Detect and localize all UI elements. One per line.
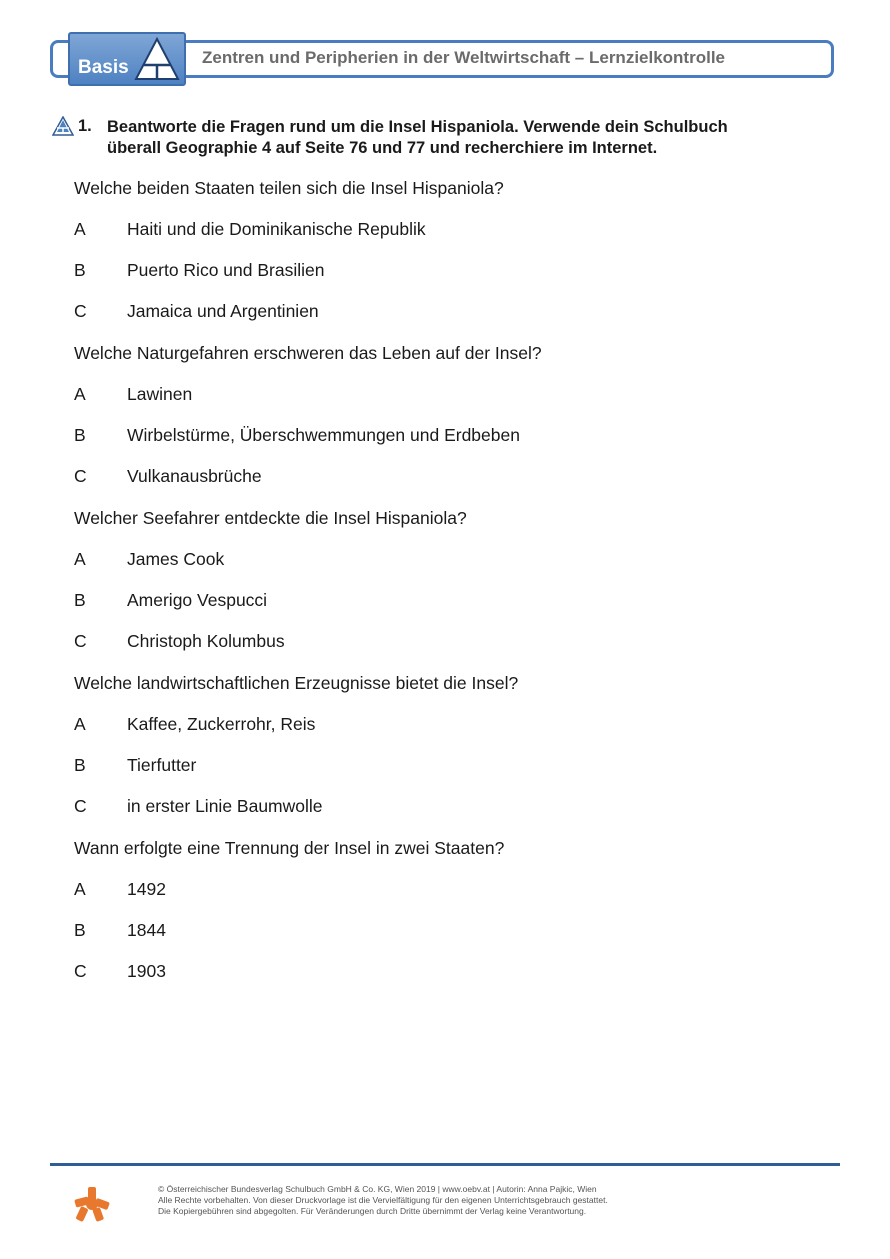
option-letter: A xyxy=(74,714,86,734)
option-text[interactable]: 1492 xyxy=(127,879,166,899)
option-letter: A xyxy=(74,549,86,569)
option-text[interactable]: Puerto Rico und Brasilien xyxy=(127,260,325,280)
option-text[interactable]: Wirbelstürme, Überschwemmungen und Erdbeben xyxy=(127,425,520,445)
task-instruction-line: überall Geographie 4 auf Seite 76 und 77 und recherchiere im Internet. xyxy=(107,139,658,157)
option-letter: C xyxy=(74,631,87,651)
option-text[interactable]: Amerigo Vespucci xyxy=(127,590,268,610)
option-text[interactable]: in erster Linie Baumwolle xyxy=(127,796,323,816)
footer-line: Alle Rechte vorbehalten. Von dieser Druckvorlage ist die Vervielfältigung für den eigenen Unterrichtsgebrauch gestattet. xyxy=(158,1195,608,1205)
option-letter: C xyxy=(74,301,87,321)
option-text[interactable]: Haiti und die Dominikanische Republik xyxy=(127,219,426,239)
footer-line: © Österreichischer Bundesverlag Schulbuch GmbH & Co. KG, Wien 2019 | www.oebv.at | Autorin: Anna Pajkic, Wien xyxy=(158,1184,597,1194)
page-title: Zentren und Peripherien in der Weltwirtschaft – Lernzielkontrolle xyxy=(202,48,725,67)
option-letter: C xyxy=(74,961,87,981)
option-letter: B xyxy=(74,755,86,775)
option-text[interactable]: James Cook xyxy=(127,549,225,569)
option-letter: C xyxy=(74,466,87,486)
question-text: Welche Naturgefahren erschweren das Leben auf der Insel? xyxy=(74,343,542,363)
option-letter: B xyxy=(74,425,86,445)
option-letter: A xyxy=(74,384,86,404)
option-text[interactable]: Kaffee, Zuckerrohr, Reis xyxy=(127,714,316,734)
option-letter: C xyxy=(74,796,87,816)
option-text[interactable]: 1903 xyxy=(127,961,166,981)
option-letter: B xyxy=(74,260,86,280)
question-text: Welche landwirtschaftlichen Erzeugnisse bietet die Insel? xyxy=(74,673,519,693)
task-instruction-line: Beantworte die Fragen rund um die Insel Hispaniola. Verwende dein Schulbuch xyxy=(107,118,728,136)
option-letter: B xyxy=(74,920,86,940)
question-text: Wann erfolgte eine Trennung der Insel in zwei Staaten? xyxy=(74,838,505,858)
option-text[interactable]: 1844 xyxy=(127,920,166,940)
option-text[interactable]: Tierfutter xyxy=(127,755,197,775)
level-triangle-icon xyxy=(134,37,180,81)
footer-copyright xyxy=(158,1184,608,1217)
option-letter: A xyxy=(74,219,86,239)
task-instruction xyxy=(107,117,827,159)
basis-badge xyxy=(68,32,186,86)
basis-label: Basis xyxy=(78,57,129,78)
question-text: Welche beiden Staaten teilen sich die Insel Hispaniola? xyxy=(74,178,504,198)
basis-level-icon xyxy=(52,116,74,136)
publisher-logo-icon xyxy=(74,1186,110,1222)
task-number: 1. xyxy=(78,117,92,135)
option-text[interactable]: Vulkanausbrüche xyxy=(127,466,262,486)
option-letter: A xyxy=(74,879,86,899)
footer-line: Die Kopiergebühren sind abgegolten. Für Veränderungen durch Dritte übernimmt der Verlag keine Verantwortung. xyxy=(158,1206,587,1216)
option-text[interactable]: Christoph Kolumbus xyxy=(127,631,285,651)
footer-divider xyxy=(50,1163,840,1166)
option-letter: B xyxy=(74,590,86,610)
option-text[interactable]: Jamaica und Argentinien xyxy=(127,301,319,321)
question-text: Welcher Seefahrer entdeckte die Insel Hispaniola? xyxy=(74,508,467,528)
option-text[interactable]: Lawinen xyxy=(127,384,193,404)
